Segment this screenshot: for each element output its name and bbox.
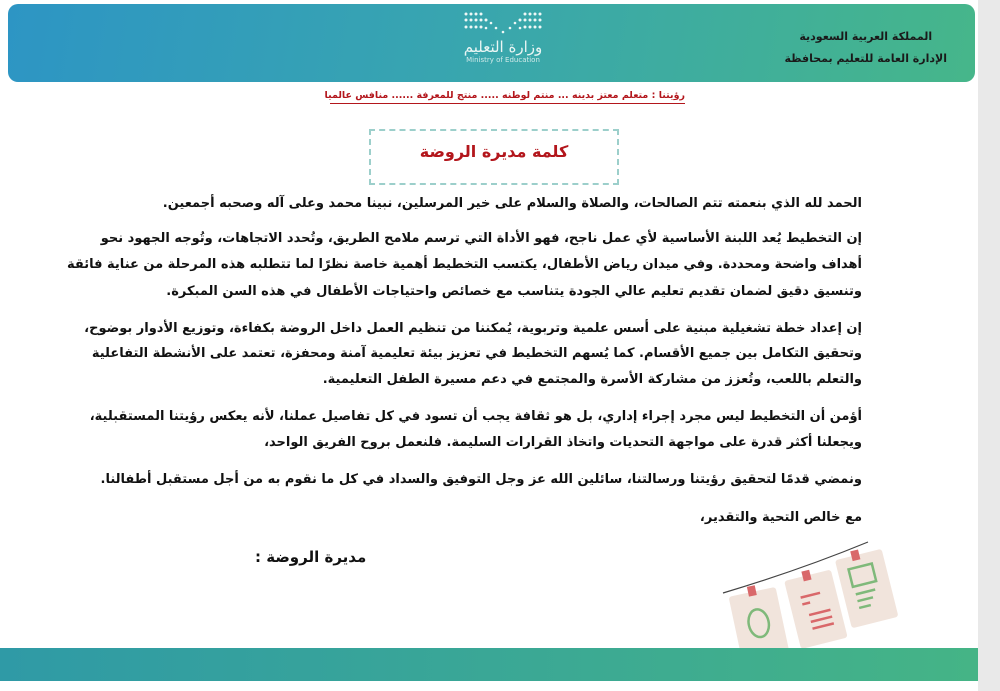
paragraph-line: وتحقيق التكامل بين جميع الأقسام. كما يُسهم التخطيط في تعزيز بيئة تعليمية آمنة ومحفزة، تعتمد على الأنشطة التفاعلية bbox=[91, 346, 862, 361]
hanging-cards-decoration-icon bbox=[700, 540, 900, 650]
logo-arabic-text: وزارة التعليم bbox=[463, 38, 543, 56]
ministry-logo bbox=[428, 10, 578, 72]
country-name: المملكة العربية السعودية bbox=[799, 30, 933, 43]
page-title: كلمة مديرة الروضة bbox=[419, 142, 569, 161]
paragraph-line: وتنسيق دقيق لضمان تقديم تعليم عالي الجودة يتناسب مع خصائص واحتياجات الأطفال في هذه السن المبكرة. bbox=[166, 284, 862, 299]
paragraph-line: إن إعداد خطة تشغيلية مبنية على أسس علمية وتربوية، يُمكننا من تنظيم العمل داخل الروضة بكفاءة، وتوزيع الأدوار بوضوح، bbox=[84, 321, 862, 336]
paragraph-line: ونمضي قدمًا لتحقيق رؤيتنا ورسالتنا، سائلين الله عز وجل التوفيق والسداد في كل ما نقوم به من أجل مستقبل أطفالنا. bbox=[100, 472, 862, 487]
vision-statement: رؤيتنا : متعلم معتز بدينه ... منتم لوطنه ..... منتج للمعرفة ...... منافس عالميا bbox=[330, 90, 685, 104]
closing-line: مع خالص التحية والتقدير، bbox=[699, 510, 862, 525]
paragraph-line: أهداف واضحة ومحددة. وفي ميدان رياض الأطفال، يكتسب التخطيط أهمية خاصة نظرًا لما تتطلبه هذه المرحلة من عناية فائقة bbox=[67, 257, 862, 272]
paragraph-line: والتعلم باللعب، وتُعزز من مشاركة الأسرة والمجتمع في دعم مسيرة الطفل التعليمية. bbox=[322, 372, 862, 387]
footer-bar bbox=[0, 648, 978, 681]
paragraph-greeting: الحمد لله الذي بنعمته تتم الصالحات، والصلاة والسلام على خير المرسلين، نبينا محمد وعلى آله وصحبه أجمعين. bbox=[162, 196, 862, 211]
header-banner bbox=[8, 4, 975, 82]
header-text bbox=[785, 26, 948, 70]
directorate-name: الإدارة العامة للتعليم بمحافظة bbox=[784, 52, 947, 65]
paragraph-line: ويجعلنا أكثر قدرة على مواجهة التحديات واتخاذ القرارات السليمة. فلنعمل بروح الفريق الواحد، bbox=[264, 435, 862, 450]
signature-label: مديرة الروضة : bbox=[255, 548, 367, 566]
paragraph-line: إن التخطيط يُعد اللبنة الأساسية لأي عمل ناجح، فهو الأداة التي ترسم ملامح الطريق، وتُحدد الاتجاهات، وتُوجه الجهود نحو bbox=[100, 231, 862, 246]
logo-english-text: Ministry of Education bbox=[466, 56, 540, 64]
title-frame bbox=[369, 129, 619, 185]
paragraph-line: أؤمن أن التخطيط ليس مجرد إجراء إداري، بل هو ثقافة يجب أن تسود في كل تفاصيل عملنا، لأنه يعكس رؤيتنا المستقبلية، bbox=[89, 409, 862, 424]
ministry-logo-dots-icon bbox=[458, 10, 548, 36]
